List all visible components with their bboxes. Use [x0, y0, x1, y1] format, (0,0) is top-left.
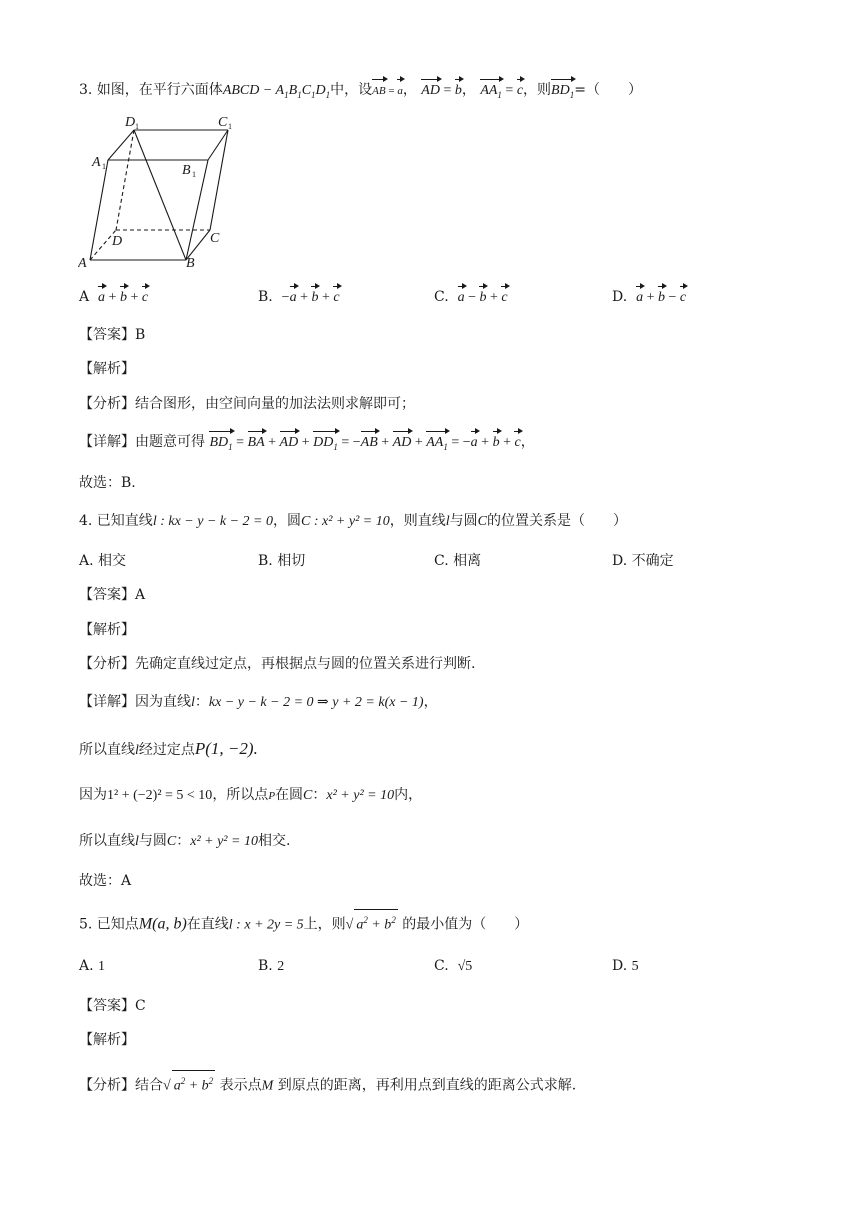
q3-option-d[interactable]: D. a + b − c [612, 287, 686, 308]
svg-text:1: 1 [192, 170, 196, 179]
q3-option-a[interactable]: A a + b + c [79, 287, 148, 308]
q4-detail-4: 所以直线l与圆C：x² + y² = 10相交. [79, 833, 291, 849]
q5-option-b[interactable]: B. 2 [258, 958, 285, 974]
label-D1: D [125, 115, 136, 130]
q3-choose: 故选：B. [79, 475, 136, 491]
q4-fenxi: 【分析】先确定直线过定点，再根据点与圆的位置关系进行判断. [79, 656, 476, 672]
label-B1: B [182, 163, 191, 178]
label-D: D [112, 234, 123, 249]
q5-option-c[interactable]: C. √5 [434, 958, 473, 974]
q3-detail: 【详解】由题意可得 $BD_1$ = BA + AD + $DD_1 = -AB$ + AD + $AA_1 = -a + b + c$， [79, 432, 535, 457]
solid-name: ABCD − $A_1B_1C_1D_1$ [222, 83, 331, 100]
svg-text:1: 1 [135, 122, 139, 131]
q4-analysis-heading: 【解析】 [79, 622, 135, 638]
q3-answer: 【答案】B [79, 327, 146, 343]
q4-option-a[interactable]: A. 相交 [79, 553, 127, 569]
q4-detail-3: 因为1² + (−2)² = 5 < 10，所以点P在圆C：x² + y² = 10内， [79, 787, 423, 803]
q4-option-b[interactable]: B. 相切 [258, 553, 306, 569]
parallelepiped-figure [78, 112, 248, 272]
label-C: C [210, 231, 220, 246]
q4-option-c[interactable]: C. 相离 [434, 553, 482, 569]
q3-analysis-heading: 【解析】 [79, 361, 135, 377]
label-A: A [78, 256, 87, 271]
q3-fenxi: 【分析】结合图形，由空间向量的加法法则求解即可； [79, 396, 415, 412]
q3-option-c[interactable]: C. a − b + c [434, 287, 508, 308]
svg-text:1: 1 [102, 162, 106, 171]
label-B: B [186, 256, 195, 271]
q4-detail-2: 所以直线l经过定点P(1, −2). [79, 739, 258, 758]
q3-stem: 3. 如图，在平行六面体ABCD − $A_1B_1C_1D_1$中，设AB = a， AD = b， $AA_1 = c$，则$BD_1=$（ ） [79, 80, 642, 105]
label-C1: C [218, 115, 228, 130]
q5-stem: 5. 已知点M(a, b)在直线l : x + 2y = 5上，则√ $a^2 + b^2$ 的最小值为（ ） [79, 909, 528, 936]
q5-option-a[interactable]: A. 1 [79, 958, 106, 974]
q4-choose: 故选：A [79, 873, 132, 889]
svg-text:1: 1 [228, 122, 232, 131]
label-A1: A [92, 155, 101, 170]
q4-option-d[interactable]: D. 不确定 [612, 553, 674, 569]
q5-analysis-heading: 【解析】 [79, 1032, 135, 1048]
q5-answer: 【答案】C [79, 998, 146, 1014]
q3-option-b[interactable]: B. −a + b + c [258, 287, 340, 308]
q5-fenxi: 【分析】结合√ $a^2 + b^2$ 表示点M 到原点的距离，再利用点到直线的距离公式求解. [79, 1070, 576, 1097]
q4-detail-1: 【详解】因为直线l：kx − y − k − 2 = 0 ⇒ y + 2 = k(x − 1)， [79, 694, 438, 710]
q4-answer: 【答案】A [79, 587, 146, 603]
q5-option-d[interactable]: D. 5 [612, 958, 639, 974]
q4-stem: 4. 已知直线l : kx − y − k − 2 = 0，圆C : x² + y² = 10，则直线l与圆C的位置关系是（ ） [79, 513, 627, 529]
